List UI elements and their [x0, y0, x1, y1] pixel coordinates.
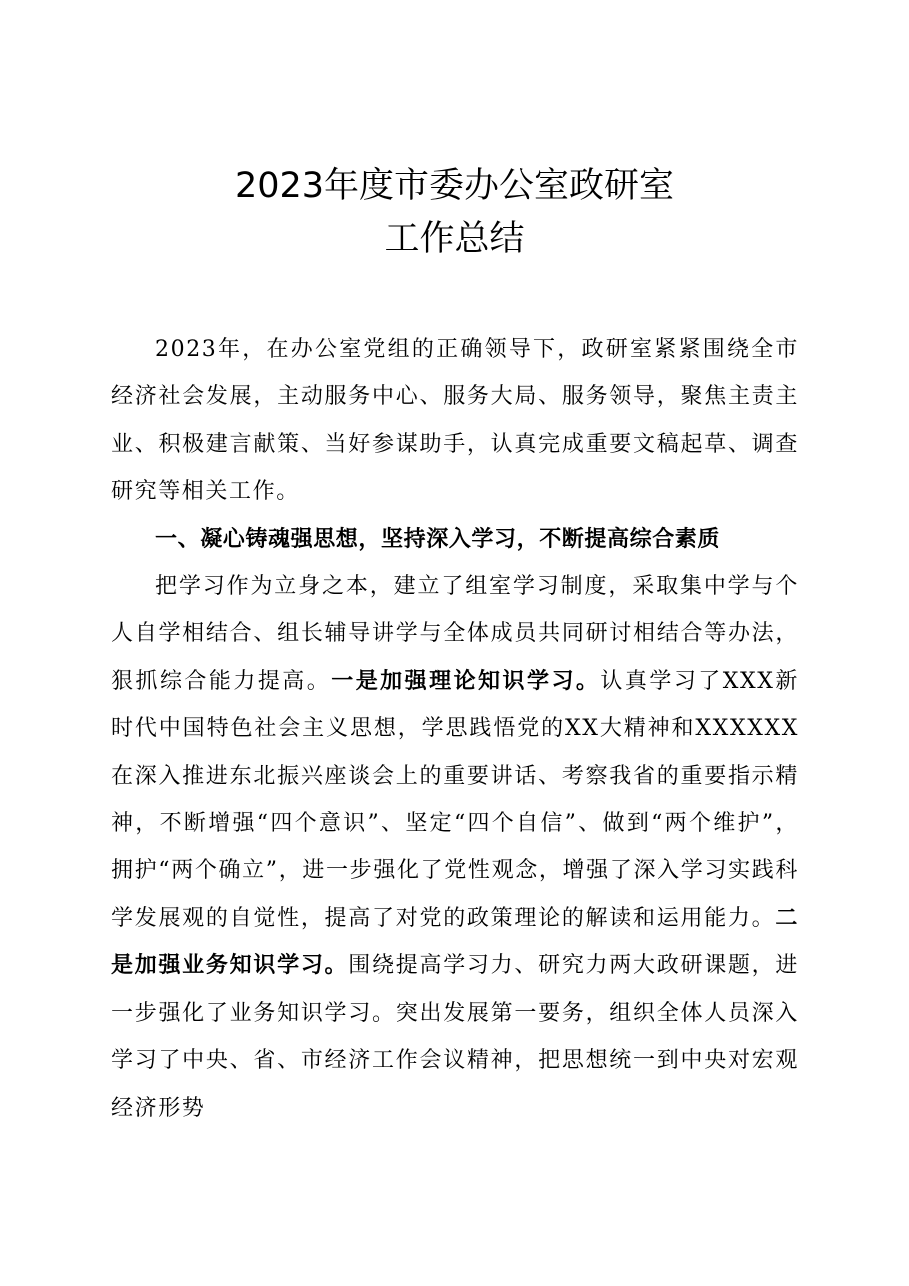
paragraph-text: 围绕提高学习力、研究力两大政研课题，进一步强化了业务知识学习。突出发展第一要务，组织全体人员深入学习了中央、省、市经济工作会议精神，把思想统一到中央对宏观经济形势 — [111, 953, 799, 1121]
section-heading: 一、凝心铸魂强思想，坚持深入学习，不断提高综合素质 — [155, 526, 721, 552]
document-title-line1: 2023年度市委办公室政研室 — [234, 166, 675, 206]
document-title-line2: 工作总结 — [384, 219, 525, 259]
intro-paragraph: 2023年，在办公室党组的正确领导下，政研室紧紧围绕全市经济社会发展，主动服务中心、服务大局、服务领导，聚焦主责主业、积极建言献策、当好参谋助手，认真完成重要文稿起草、调查研究等相关工作。 — [111, 337, 799, 505]
section-paragraph — [111, 563, 799, 1132]
document-body — [111, 326, 799, 1132]
bold-point-2: 二是加强业务知识学习。 — [111, 904, 799, 979]
paragraph-text: 把学习作为立身之本，建立了组室学习制度，采取集中学与个人自学相结合、组长辅导讲学与全体成员共同研讨相结合等办法，狠抓综合能力提高。 — [111, 574, 799, 694]
bold-point-1: 一是加强理论知识学习。 — [331, 667, 601, 694]
paragraph-text: 认真学习了XXX新时代中国特色社会主义思想，学思践悟党的XX大精神和XXXXXX在深入推进东北振兴座谈会上的重要讲话、考察我省的重要指示精神，不断增强“四个意识”、坚定“四个自信”、做到“两个维护”，拥护“两个确立”，进一步强化了党性观念，增强了深入学习实践科学发展观的自觉性，提高了对党的政策理论的解读和运用能力。 — [111, 668, 800, 931]
